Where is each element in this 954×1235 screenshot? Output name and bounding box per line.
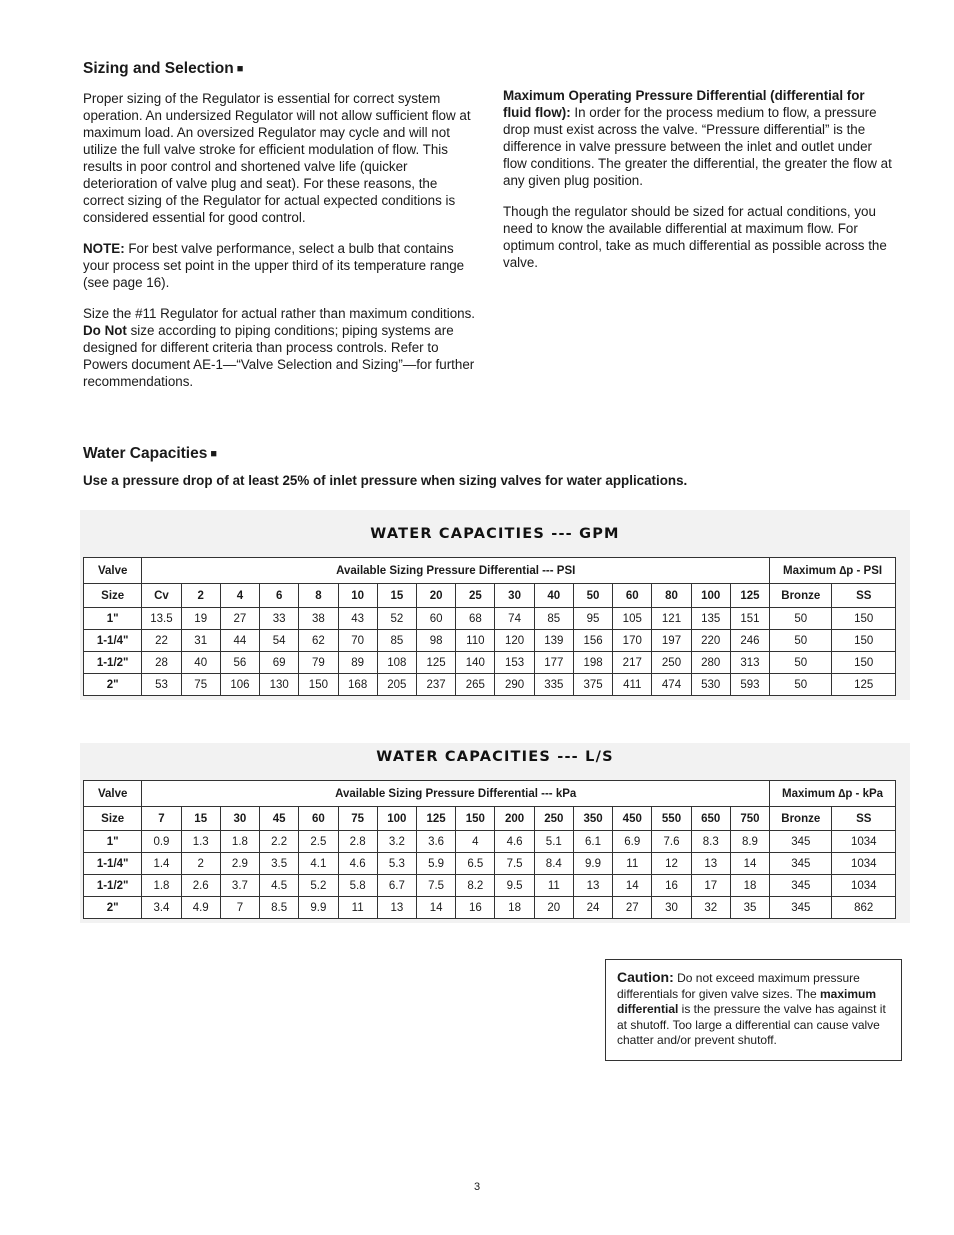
table-cell: 220 [691, 630, 730, 652]
table-cell: 13 [691, 853, 730, 875]
table-cell: 4.6 [338, 853, 377, 875]
column-header: 4 [220, 584, 259, 608]
table-cell: 8.9 [730, 831, 769, 853]
table-cell: 156 [573, 630, 612, 652]
column-header: 125 [416, 807, 455, 831]
column-header: 450 [613, 807, 652, 831]
table-cell: 28 [142, 652, 181, 674]
sizing-section [83, 60, 478, 404]
table-cell: 4.1 [299, 853, 338, 875]
table-cell: 205 [377, 674, 416, 696]
table-cell: 0.9 [142, 831, 181, 853]
column-header: 6 [260, 584, 299, 608]
column-header: 350 [573, 807, 612, 831]
table-cell: 335 [534, 674, 573, 696]
table-cell: 280 [691, 652, 730, 674]
column-header: 2 [181, 584, 220, 608]
table-cell: 2.8 [338, 831, 377, 853]
table-cell: 151 [730, 608, 769, 630]
table-row [84, 608, 896, 630]
table-cell: 130 [260, 674, 299, 696]
table-cell: 2.5 [299, 831, 338, 853]
table-cell: 70 [338, 630, 377, 652]
valve-size-cell: 2" [84, 897, 142, 919]
column-header: 45 [260, 807, 299, 831]
table-cell: 110 [456, 630, 495, 652]
table-cell: 6.1 [573, 831, 612, 853]
table-cell: 6.9 [613, 831, 652, 853]
table-cell: 105 [613, 608, 652, 630]
column-header: 50 [573, 584, 612, 608]
differential-paragraph-2: Though the regulator should be sized for actual conditions, you need to know the available differential at maximum flow. For optimum control, take as much differential as possible across the valve. [503, 204, 887, 270]
table-cell: 30 [652, 897, 691, 919]
table-header-row [84, 781, 896, 807]
table-cell: 1.8 [220, 831, 259, 853]
column-header: 40 [534, 584, 573, 608]
table-cell: 98 [416, 630, 455, 652]
caution-label: Caution: [617, 969, 674, 985]
table-cell: 35 [730, 897, 769, 919]
group-header: Available Sizing Pressure Differential --- kPa [142, 781, 770, 807]
ls-table-panel [80, 743, 910, 923]
table-cell: 7.5 [416, 875, 455, 897]
water-note: Use a pressure drop of at least 25% of inlet pressure when sizing valves for water applications. [83, 473, 688, 488]
column-header: 30 [220, 807, 259, 831]
table-cell: 50 [770, 674, 832, 696]
table-cell: 9.9 [299, 897, 338, 919]
table-cell: 4.5 [260, 875, 299, 897]
table-cell: 12 [652, 853, 691, 875]
valve-header: Valve [84, 781, 142, 807]
table-cell: 74 [495, 608, 534, 630]
water-heading: Water Capacities ■ [83, 445, 217, 462]
table-cell: 217 [613, 652, 652, 674]
table-cell: 16 [652, 875, 691, 897]
table-cell: 862 [832, 897, 896, 919]
table-cell: 54 [260, 630, 299, 652]
column-header: 10 [338, 584, 377, 608]
table-cell: 7 [220, 897, 259, 919]
table-cell: 345 [770, 875, 832, 897]
table-cell: 9.5 [495, 875, 534, 897]
table-cell: 31 [181, 630, 220, 652]
table-cell: 2.9 [220, 853, 259, 875]
column-header: SS [832, 807, 896, 831]
ls-table [83, 780, 896, 919]
table-cell: 7.5 [495, 853, 534, 875]
size-recommendation-paragraph: Size the #11 Regulator for actual rather than maximum conditions. Do Not size according to piping conditions; piping systems are designed for different criteria than process controls. Refer to Powers document AE-1—“Valve Selection and Sizing”—for further recommendations. [83, 306, 476, 389]
column-header: 100 [377, 807, 416, 831]
table-cell: 197 [652, 630, 691, 652]
column-header: 200 [495, 807, 534, 831]
caution-box: Caution: Do not exceed maximum pressure differentials for given valve sizes. The maximum differential is the pressure the valve has against it at shutoff. Too large a differential can cause valve chatter and/or prevent shutoff. [605, 959, 902, 1061]
valve-size-cell: 2" [84, 674, 142, 696]
table-cell: 3.7 [220, 875, 259, 897]
table-cell: 168 [338, 674, 377, 696]
table-cell: 32 [691, 897, 730, 919]
table-cell: 13.5 [142, 608, 181, 630]
table-cell: 1034 [832, 875, 896, 897]
size-header: Size [84, 584, 142, 608]
column-header: 250 [534, 807, 573, 831]
table-cell: 18 [495, 897, 534, 919]
table-cell: 9.9 [573, 853, 612, 875]
table-row [84, 652, 896, 674]
table-header-row [84, 558, 896, 584]
gpm-table-title: WATER CAPACITIES --- GPM [370, 526, 620, 542]
table-cell: 5.2 [299, 875, 338, 897]
table-cell: 50 [770, 652, 832, 674]
table-cell: 3.5 [260, 853, 299, 875]
column-header: 60 [299, 807, 338, 831]
table-cell: 4.6 [495, 831, 534, 853]
column-header: 25 [456, 584, 495, 608]
table-cell: 150 [832, 652, 896, 674]
table-cell: 43 [338, 608, 377, 630]
table-cell: 1034 [832, 853, 896, 875]
table-cell: 5.3 [377, 853, 416, 875]
max-header: Maximum ∆p - kPa [770, 781, 896, 807]
sizing-paragraph: Proper sizing of the Regulator is essential for correct system operation. An undersized Regulator will not allow sufficient flow at maximum load. An oversized Regulator may cycle and will not utilize the full valve stroke for efficient modulation of flow. This results in poor control and shortened valve life (quicker deterioration of valve plug and seat). For these reasons, the correct sizing of the Regulator for actual expected conditions is considered essential for good control. [83, 91, 471, 225]
table-cell: 1034 [832, 831, 896, 853]
table-cell: 593 [730, 674, 769, 696]
table-cell: 11 [338, 897, 377, 919]
table-cell: 68 [456, 608, 495, 630]
column-header: 7 [142, 807, 181, 831]
table-cell: 125 [416, 652, 455, 674]
column-header: SS [832, 584, 896, 608]
table-cell: 16 [456, 897, 495, 919]
table-cell: 250 [652, 652, 691, 674]
table-cell: 62 [299, 630, 338, 652]
page-number: 3 [473, 1181, 481, 1193]
water-section [83, 445, 903, 488]
table-cell: 17 [691, 875, 730, 897]
table-cell: 198 [573, 652, 612, 674]
table-cell: 60 [416, 608, 455, 630]
table-cell: 108 [377, 652, 416, 674]
table-row [84, 831, 896, 853]
column-header: 75 [338, 807, 377, 831]
table-cell: 11 [613, 853, 652, 875]
column-header: Cv [142, 584, 181, 608]
column-header: 80 [652, 584, 691, 608]
table-cell: 56 [220, 652, 259, 674]
table-row [84, 674, 896, 696]
table-cell: 14 [730, 853, 769, 875]
table-cell: 50 [770, 608, 832, 630]
table-cell: 52 [377, 608, 416, 630]
table-cell: 18 [730, 875, 769, 897]
valve-size-cell: 1" [84, 608, 142, 630]
table-cell: 11 [534, 875, 573, 897]
table-cell: 411 [613, 674, 652, 696]
table-cell: 153 [495, 652, 534, 674]
table-cell: 95 [573, 608, 612, 630]
valve-size-cell: 1-1/2" [84, 652, 142, 674]
column-header: 100 [691, 584, 730, 608]
column-header: 550 [652, 807, 691, 831]
table-cell: 50 [770, 630, 832, 652]
table-cell: 22 [142, 630, 181, 652]
table-cell: 24 [573, 897, 612, 919]
table-cell: 1.3 [181, 831, 220, 853]
table-cell: 5.9 [416, 853, 455, 875]
table-cell: 7.6 [652, 831, 691, 853]
valve-size-cell: 1-1/2" [84, 875, 142, 897]
table-cell: 53 [142, 674, 181, 696]
table-cell: 345 [770, 897, 832, 919]
column-header: 15 [377, 584, 416, 608]
table-header-row [84, 807, 896, 831]
table-cell: 177 [534, 652, 573, 674]
table-cell: 150 [299, 674, 338, 696]
column-header: 125 [730, 584, 769, 608]
table-cell: 27 [220, 608, 259, 630]
table-cell: 8.3 [691, 831, 730, 853]
gpm-table [83, 557, 896, 696]
column-header: Bronze [770, 807, 832, 831]
table-cell: 135 [691, 608, 730, 630]
table-cell: 139 [534, 630, 573, 652]
column-header: 15 [181, 807, 220, 831]
table-cell: 170 [613, 630, 652, 652]
table-cell: 14 [416, 897, 455, 919]
note-paragraph: NOTE: For best valve performance, select a bulb that contains your process set point in the upper third of its temperature range (see page 16). [83, 241, 465, 290]
column-header: Bronze [770, 584, 832, 608]
table-cell: 69 [260, 652, 299, 674]
table-cell: 6.5 [456, 853, 495, 875]
table-cell: 33 [260, 608, 299, 630]
valve-size-cell: 1" [84, 831, 142, 853]
table-cell: 140 [456, 652, 495, 674]
bullet-square-icon: ■ [236, 63, 244, 75]
column-header: 650 [691, 807, 730, 831]
table-cell: 375 [573, 674, 612, 696]
table-cell: 5.8 [338, 875, 377, 897]
table-cell: 474 [652, 674, 691, 696]
table-cell: 265 [456, 674, 495, 696]
table-cell: 1.8 [142, 875, 181, 897]
table-cell: 19 [181, 608, 220, 630]
table-cell: 4.9 [181, 897, 220, 919]
ls-table-title: WATER CAPACITIES --- L/S [376, 749, 614, 765]
column-header: 150 [456, 807, 495, 831]
table-cell: 150 [832, 630, 896, 652]
group-header: Available Sizing Pressure Differential --- PSI [142, 558, 770, 584]
differential-section [503, 87, 895, 285]
table-cell: 5.1 [534, 831, 573, 853]
table-cell: 237 [416, 674, 455, 696]
table-row [84, 875, 896, 897]
sizing-heading: Sizing and Selection ■ [83, 60, 244, 77]
table-cell: 3.6 [416, 831, 455, 853]
table-cell: 75 [181, 674, 220, 696]
table-header-row [84, 584, 896, 608]
table-cell: 40 [181, 652, 220, 674]
column-header: 30 [495, 584, 534, 608]
table-cell: 313 [730, 652, 769, 674]
column-header: 60 [613, 584, 652, 608]
table-cell: 125 [832, 674, 896, 696]
table-cell: 8.4 [534, 853, 573, 875]
gpm-table-panel [80, 510, 910, 700]
column-header: 750 [730, 807, 769, 831]
table-cell: 85 [534, 608, 573, 630]
size-header: Size [84, 807, 142, 831]
table-row [84, 853, 896, 875]
table-cell: 13 [573, 875, 612, 897]
table-cell: 13 [377, 897, 416, 919]
table-cell: 246 [730, 630, 769, 652]
table-cell: 8.5 [260, 897, 299, 919]
differential-paragraph: Maximum Operating Pressure Differential (differential for fluid flow): In order for the process medium to flow, a pressure drop must exist across the valve. “Pressure differential” is the difference in valve pressure between the inlet and outlet under flow conditions. The greater the differential, the greater the flow at any given plug position. [503, 88, 892, 188]
table-cell: 106 [220, 674, 259, 696]
table-cell: 150 [832, 608, 896, 630]
table-cell: 530 [691, 674, 730, 696]
table-cell: 4 [456, 831, 495, 853]
table-cell: 27 [613, 897, 652, 919]
table-cell: 20 [534, 897, 573, 919]
table-cell: 38 [299, 608, 338, 630]
valve-header: Valve [84, 558, 142, 584]
table-cell: 3.2 [377, 831, 416, 853]
table-cell: 120 [495, 630, 534, 652]
table-cell: 8.2 [456, 875, 495, 897]
table-cell: 44 [220, 630, 259, 652]
bullet-square-icon: ■ [210, 448, 217, 460]
table-cell: 6.7 [377, 875, 416, 897]
column-header: 20 [416, 584, 455, 608]
table-cell: 3.4 [142, 897, 181, 919]
column-header: 8 [299, 584, 338, 608]
table-cell: 345 [770, 831, 832, 853]
table-row [84, 630, 896, 652]
table-cell: 2.2 [260, 831, 299, 853]
table-row [84, 897, 896, 919]
table-cell: 290 [495, 674, 534, 696]
table-cell: 1.4 [142, 853, 181, 875]
table-cell: 345 [770, 853, 832, 875]
table-cell: 85 [377, 630, 416, 652]
table-cell: 14 [613, 875, 652, 897]
table-cell: 89 [338, 652, 377, 674]
table-cell: 2 [181, 853, 220, 875]
table-cell: 79 [299, 652, 338, 674]
valve-size-cell: 1-1/4" [84, 853, 142, 875]
max-header: Maximum ∆p - PSI [770, 558, 896, 584]
table-cell: 121 [652, 608, 691, 630]
table-cell: 2.6 [181, 875, 220, 897]
valve-size-cell: 1-1/4" [84, 630, 142, 652]
